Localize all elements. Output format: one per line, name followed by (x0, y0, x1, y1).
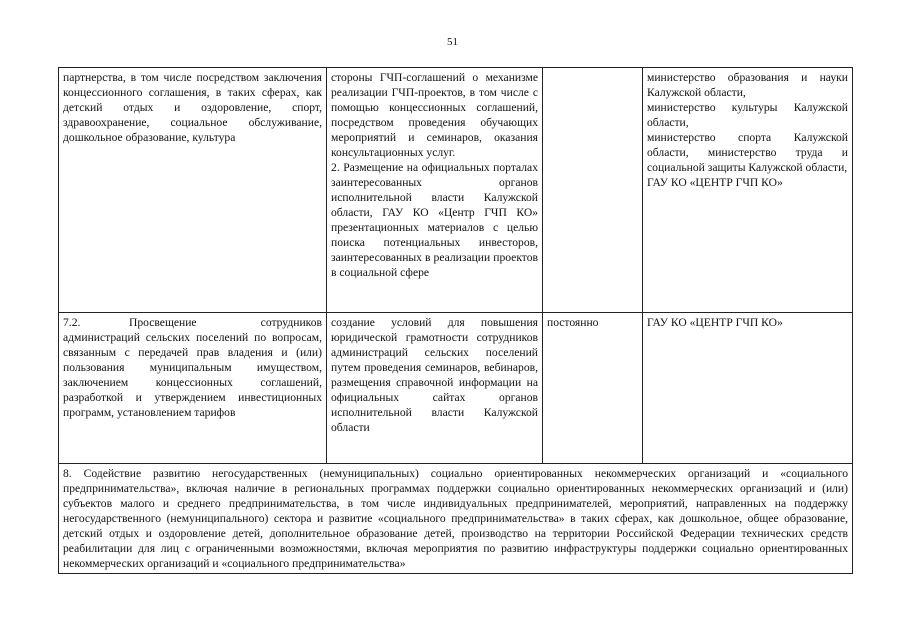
responsible-cell (643, 68, 853, 313)
table-row (59, 313, 853, 464)
responsible-cell (643, 313, 853, 464)
item-number: 7.2. (63, 316, 81, 329)
mechanism-text: создание условий для повышения юридической грамотности сотрудников администраций сельских поселений путем проведения семинаров, вебинаров, размещения справочной информации на официальных сайтах органов исполнительной власти Калужской области (331, 316, 538, 434)
page-number: 51 (447, 36, 458, 48)
mechanism-cell (327, 68, 543, 313)
measure-description-text: партнерства, в том числе посредством заключения концессионного соглашения, в таких сферах, как детский отдых и оздоровление, спорт, здравоохранение, социальное обслуживание, дошкольное образование, культура (63, 71, 322, 144)
responsible-line: министерство культуры Калужской области, (647, 101, 848, 129)
responsible-line: министерство образования и науки Калужской области, (647, 71, 848, 99)
measure-description-text: Просвещение сотрудников администраций сельских поселений по вопросам, связанным с передачей прав владения и (или) пользования муниципальным имуществом, заключением концессионных соглашений, разработкой и утверждением инвестиционных программ, установлением тарифов (63, 316, 322, 419)
deadline-cell (543, 313, 643, 464)
responsible-text: ГАУ КО «ЦЕНТР ГЧП КО» (647, 316, 783, 329)
mechanism-paragraph-1: стороны ГЧП-соглашений о механизме реализации ГЧП-проектов, в том числе с помощью концессионных соглашений, посредством проведения обучающих мероприятий и семинаров, оказания консультационных услуг. (331, 71, 538, 159)
mechanism-cell (327, 313, 543, 464)
deadline-text: постоянно (547, 316, 599, 329)
section-8-text: 8. Содействие развитию негосударственных (немуниципальных) социально ориентированных некоммерческих организаций и «социального предпринимательства», включая наличие в региональных программах поддержки социально ориентированных некоммерческих организаций и (или) субъектов малого и среднего предпринимательства, в том числе индивидуальных предпринимателей, мероприятий, направленных на поддержку негосударственного (немуниципального) сектора и развитие «социального предпринимательства» в таких сферах, как дошкольное, общее образование, детский отдых и оздоровление детей, дополнительное образование детей, производство на территории Российской Федерации технических средств реабилитации для лиц с ограниченными возможностями, включая мероприятия по развитию инфраструктуры поддержки социально ориентированных некоммерческих организаций и «социального предпринимательства» (63, 467, 848, 570)
responsible-line: министерство спорта Калужской области, министерство труда и социальной защиты Калужской области, (647, 131, 848, 174)
section-row (59, 464, 853, 574)
mechanism-paragraph-2: 2. Размещение на официальных порталах заинтересованных органов исполнительной власти Калужской области, ГАУ КО «Центр ГЧП КО» презентационных материалов с целью поиска потенциальных инвесторов, заинтересованных в реализации проектов в социальной сфере (331, 161, 538, 279)
measure-description-cell (59, 68, 327, 313)
deadline-cell (543, 68, 643, 313)
section-8-heading-cell (59, 464, 853, 574)
measure-description-cell (59, 313, 327, 464)
measures-table (58, 67, 853, 574)
responsible-line: ГАУ КО «ЦЕНТР ГЧП КО» (647, 176, 783, 189)
table-row (59, 68, 853, 313)
